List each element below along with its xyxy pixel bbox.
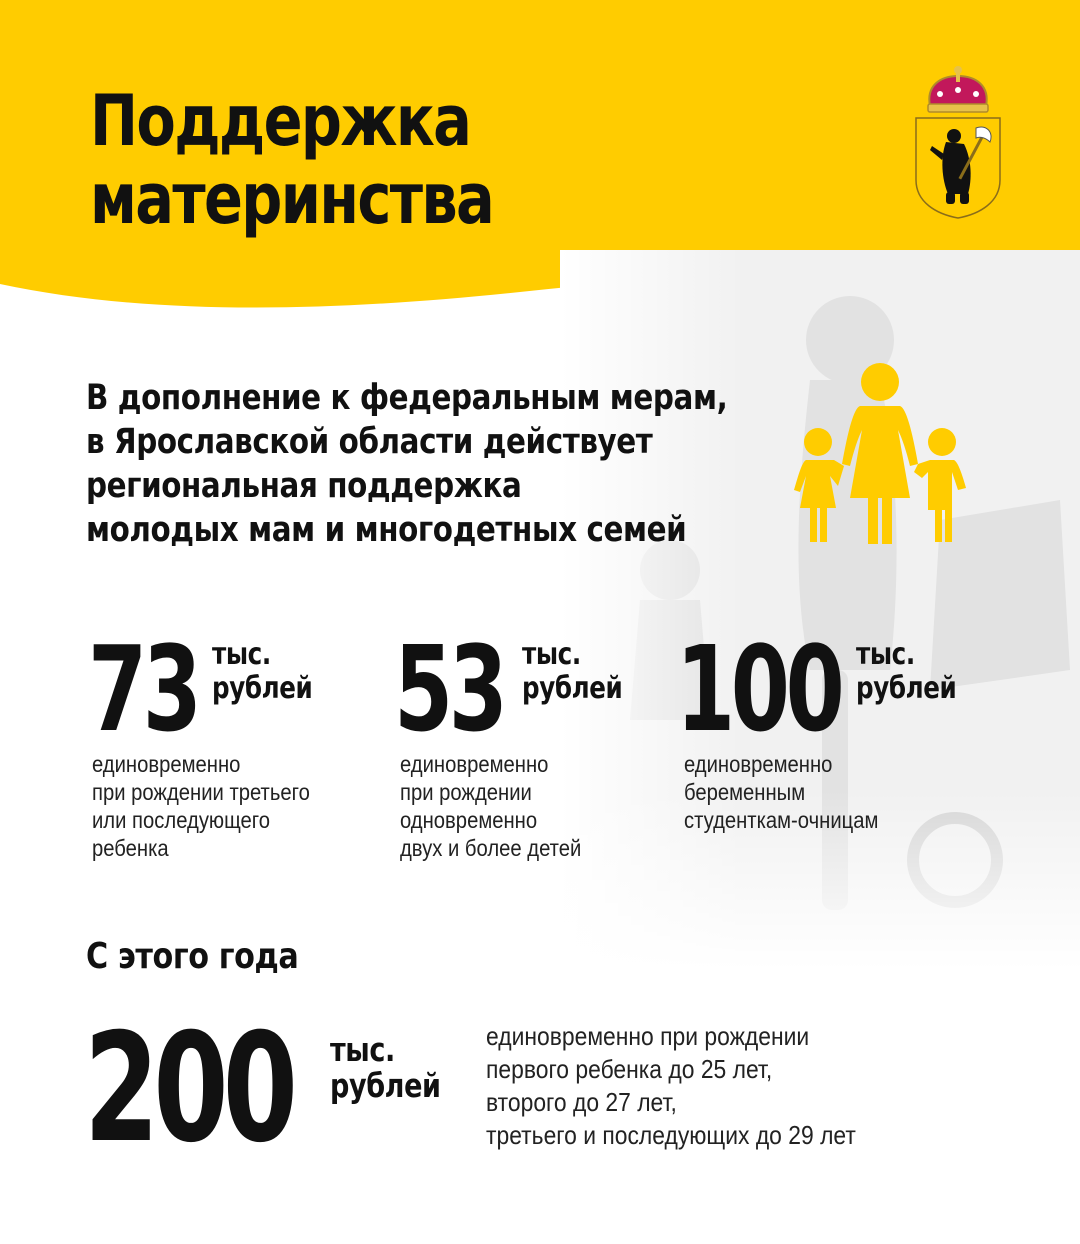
desc-line: беременным: [684, 779, 806, 805]
family-icon: [790, 360, 970, 550]
desc-line: при рождении: [400, 779, 532, 805]
desc-line: при рождении третьего: [92, 779, 310, 805]
desc-line: единовременно при рождении: [486, 1021, 810, 1051]
intro-line: молодых мам и многодетных семей: [86, 510, 687, 550]
title-line: материнства: [90, 158, 494, 240]
child-left-body: [794, 460, 844, 542]
unit-line: рублей: [212, 671, 313, 706]
unit-line: тыс.: [330, 1030, 395, 1069]
stat-description: [400, 750, 581, 862]
desc-line: единовременно: [684, 751, 833, 777]
desc-line: единовременно: [400, 751, 549, 777]
child-right-body: [914, 460, 966, 542]
unit-line: тыс.: [856, 637, 915, 672]
mother-head: [861, 363, 899, 401]
child-right-head: [928, 428, 956, 456]
child-left-head: [804, 428, 832, 456]
desc-line: ребенка: [92, 835, 169, 861]
stat-unit: [522, 638, 622, 706]
crown-icon: [928, 66, 988, 112]
new-measure-description: [486, 1020, 856, 1152]
desc-line: третьего и последующих до 29 лет: [486, 1120, 856, 1150]
background-photo: [560, 250, 1080, 970]
desc-line: или последующего: [92, 807, 270, 833]
desc-line: второго до 27 лет,: [486, 1087, 677, 1117]
desc-line: одновременно: [400, 807, 538, 833]
title-line: Поддержка: [90, 80, 471, 162]
unit-line: тыс.: [212, 637, 271, 672]
stat-value: 100: [676, 620, 841, 758]
new-measure-value: 200: [84, 1002, 293, 1176]
unit-line: рублей: [330, 1066, 441, 1105]
stat-unit: [856, 638, 956, 706]
stat-unit: [212, 638, 312, 706]
stat-description: [684, 750, 878, 834]
desc-line: единовременно: [92, 751, 241, 777]
intro-line: в Ярославской области действует: [86, 422, 653, 462]
new-measure-unit: [330, 1032, 441, 1104]
yaroslavl-coat-of-arms-icon: [910, 62, 1006, 222]
unit-line: тыс.: [522, 637, 581, 672]
unit-line: рублей: [856, 671, 957, 706]
section-heading: С этого года: [86, 936, 299, 977]
stat-value: 53: [394, 620, 504, 758]
desc-line: двух и более детей: [400, 835, 582, 861]
intro-line: региональная поддержка: [86, 466, 522, 506]
intro-line: В дополнение к федеральным мерам,: [86, 378, 728, 418]
desc-line: первого ребенка до 25 лет,: [486, 1054, 773, 1084]
intro-text: [86, 376, 727, 552]
stat-description: [92, 750, 310, 862]
unit-line: рублей: [522, 671, 623, 706]
mother-body: [842, 406, 918, 544]
desc-line: студенткам-очницам: [684, 807, 879, 833]
page-title: [90, 82, 493, 238]
stat-value: 73: [88, 620, 198, 758]
